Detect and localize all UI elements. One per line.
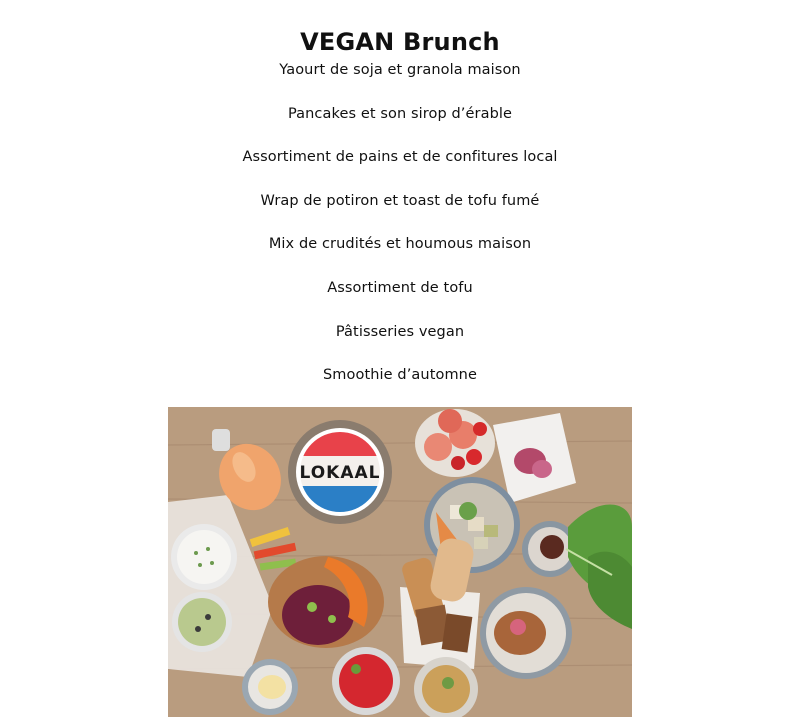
butter-dish — [242, 659, 298, 715]
menu-item: Mix de crudités et houmous maison — [268, 236, 532, 253]
menu-item: Wrap de potiron et toast de tofu fumé — [260, 192, 540, 209]
tomato-bowl — [332, 647, 400, 715]
lokaal-logo — [288, 420, 392, 524]
brunch-photo — [168, 407, 632, 717]
pastry-plate — [480, 587, 572, 679]
menu-item: Assortiment de pains et de confitures local — [242, 149, 558, 166]
menu-item: Pancakes et son sirop d’érable — [287, 105, 513, 122]
menu-item: Pâtisseries vegan — [335, 323, 465, 340]
fruit-bowl — [415, 409, 495, 477]
logo-text: LOKAAL — [299, 463, 381, 483]
menu-item: Smoothie d’automne — [323, 367, 477, 384]
guacamole-bowl — [172, 592, 232, 652]
brunch-menu-list — [0, 60, 800, 409]
menu-item: Yaourt de soja et granola maison — [279, 62, 521, 78]
beet-board — [268, 556, 384, 648]
menu-item: Assortiment de tofu — [327, 279, 473, 296]
page-title: VEGAN Brunch — [300, 28, 500, 57]
yogurt-bowl — [171, 524, 237, 590]
